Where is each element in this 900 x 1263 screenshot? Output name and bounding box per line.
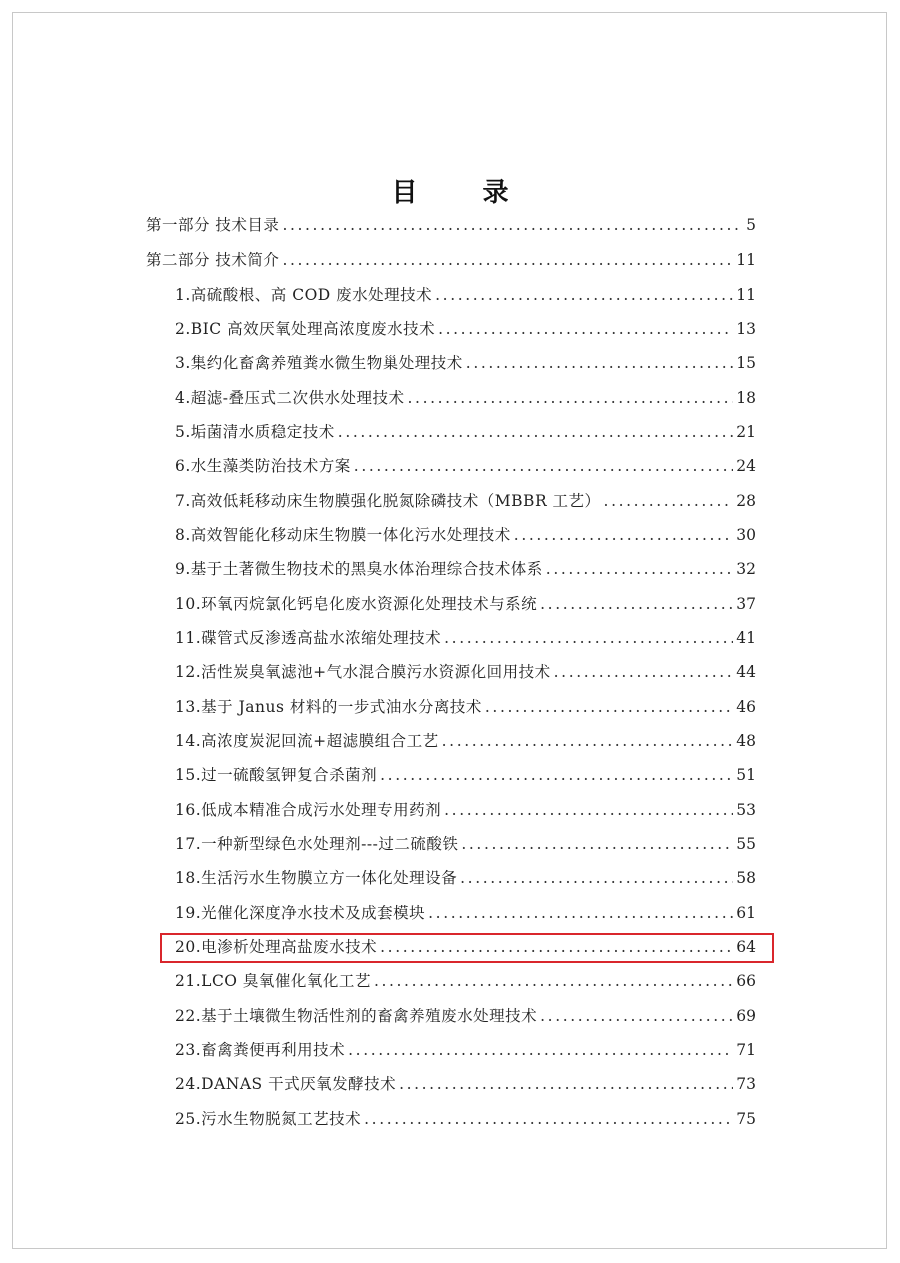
toc-item[interactable] xyxy=(175,833,756,855)
toc-page-number: 24 xyxy=(736,457,756,475)
toc-label: 25.污水生物脱氮工艺技术 xyxy=(175,1110,362,1128)
toc-leader xyxy=(374,970,733,992)
toc-leader xyxy=(466,352,733,374)
toc-label: 18.生活污水生物膜立方一体化处理设备 xyxy=(175,869,458,887)
toc-page-number: 58 xyxy=(736,869,756,887)
toc-label: 7.高效低耗移动床生物膜强化脱氮除磷技术（MBBR 工艺） xyxy=(175,492,601,510)
toc-leader xyxy=(554,661,734,683)
toc-label: 5.垢菌清水质稳定技术 xyxy=(175,423,335,441)
toc-leader xyxy=(514,524,733,546)
toc-item[interactable] xyxy=(175,421,756,443)
toc-leader xyxy=(604,490,734,512)
toc-page-number: 75 xyxy=(736,1110,756,1128)
toc-leader xyxy=(399,1073,733,1095)
toc-leader xyxy=(354,455,733,477)
toc-page-number: 28 xyxy=(736,492,756,510)
toc-page-number: 55 xyxy=(736,835,756,853)
toc-item[interactable] xyxy=(175,387,756,409)
toc-item[interactable] xyxy=(175,490,756,512)
toc-label: 1.高硫酸根、高 COD 废水处理技术 xyxy=(175,286,433,304)
toc-label: 14.高浓度炭泥回流+超滤膜组合工艺 xyxy=(175,732,439,750)
toc-label: 8.高效智能化移动床生物膜一体化污水处理技术 xyxy=(175,526,511,544)
toc-label: 17.一种新型绿色水处理剂---过二硫酸铁 xyxy=(175,835,459,853)
toc-page-number: 13 xyxy=(736,320,756,338)
toc-item[interactable] xyxy=(175,352,756,374)
toc-label: 12.活性炭臭氧滤池+气水混合膜污水资源化回用技术 xyxy=(175,663,551,681)
toc-label: 11.碟管式反渗透高盐水浓缩处理技术 xyxy=(175,629,442,647)
toc-page-number: 53 xyxy=(736,801,756,819)
toc-leader xyxy=(380,764,733,786)
toc-leader xyxy=(540,1005,733,1027)
toc-page-number: 11 xyxy=(736,286,756,304)
toc-page-number: 30 xyxy=(736,526,756,544)
toc-label: 16.低成本精准合成污水处理专用药剂 xyxy=(175,801,442,819)
toc-page-number: 64 xyxy=(736,938,756,956)
toc-item[interactable] xyxy=(175,696,756,718)
toc-leader xyxy=(442,730,734,752)
toc-page-number: 15 xyxy=(736,354,756,372)
toc-item[interactable] xyxy=(175,764,756,786)
toc-item[interactable] xyxy=(175,284,756,306)
toc-page-number: 46 xyxy=(736,698,756,716)
toc-label: 第二部分 技术简介 xyxy=(146,251,280,269)
toc-label: 24.DANAS 干式厌氧发酵技术 xyxy=(175,1075,397,1093)
toc-label: 4.超滤-叠压式二次供水处理技术 xyxy=(175,389,405,407)
toc-leader xyxy=(460,867,733,889)
toc-label: 23.畜禽粪便再利用技术 xyxy=(175,1041,346,1059)
toc-label: 15.过一硫酸氢钾复合杀菌剂 xyxy=(175,766,378,784)
toc-label: 13.基于 Janus 材料的一步式油水分离技术 xyxy=(175,698,482,716)
toc-page-number: 37 xyxy=(736,595,756,613)
highlight-box xyxy=(160,933,774,963)
toc-leader xyxy=(444,799,733,821)
toc-page-number: 41 xyxy=(736,629,756,647)
toc-page-number: 21 xyxy=(736,423,756,441)
toc-leader xyxy=(540,593,733,615)
toc-leader xyxy=(338,421,733,443)
toc-part-1[interactable] xyxy=(146,214,756,236)
toc-label: 第一部分 技术目录 xyxy=(146,216,280,234)
toc-item[interactable] xyxy=(175,1073,756,1095)
toc-leader xyxy=(461,833,733,855)
toc-item[interactable] xyxy=(175,318,756,340)
toc-page-number: 44 xyxy=(736,663,756,681)
toc-label: 19.光催化深度净水技术及成套模块 xyxy=(175,904,426,922)
toc-page-number: 11 xyxy=(736,251,756,269)
toc-item[interactable] xyxy=(175,455,756,477)
toc-page-number: 66 xyxy=(736,972,756,990)
toc-page-number: 51 xyxy=(736,766,756,784)
toc-item[interactable] xyxy=(175,867,756,889)
toc-item[interactable] xyxy=(175,558,756,580)
toc-page-number: 73 xyxy=(736,1075,756,1093)
toc-label: 6.水生藻类防治技术方案 xyxy=(175,457,351,475)
toc-item[interactable] xyxy=(175,730,756,752)
toc-leader xyxy=(428,902,733,924)
toc-item[interactable] xyxy=(175,627,756,649)
toc-page-number: 61 xyxy=(736,904,756,922)
toc-leader xyxy=(435,284,733,306)
toc-item[interactable] xyxy=(175,1108,756,1130)
toc-item[interactable] xyxy=(175,524,756,546)
toc-leader xyxy=(444,627,733,649)
toc-leader xyxy=(282,249,733,271)
toc-item[interactable] xyxy=(175,799,756,821)
toc-leader xyxy=(485,696,733,718)
toc-label: 3.集约化畜禽养殖粪水微生物巢处理技术 xyxy=(175,354,463,372)
page-title: 目 录 xyxy=(391,178,537,208)
toc-item[interactable] xyxy=(175,1005,756,1027)
toc-item[interactable] xyxy=(175,1039,756,1061)
toc-label: 9.基于土著微生物技术的黑臭水体治理综合技术体系 xyxy=(175,560,543,578)
toc-item[interactable] xyxy=(175,970,756,992)
toc-leader xyxy=(282,214,743,236)
toc-page-number: 71 xyxy=(736,1041,756,1059)
toc-item[interactable] xyxy=(175,902,756,924)
toc-label: 10.环氧丙烷氯化钙皂化废水资源化处理技术与系统 xyxy=(175,595,538,613)
toc-page-number: 5 xyxy=(746,216,756,234)
toc-item[interactable] xyxy=(175,661,756,683)
toc-page-number: 18 xyxy=(736,389,756,407)
toc-leader xyxy=(546,558,733,580)
toc-leader xyxy=(438,318,733,340)
toc-leader xyxy=(364,1108,733,1130)
toc-part-2[interactable] xyxy=(146,249,756,271)
toc-label: 21.LCO 臭氧催化氧化工艺 xyxy=(175,972,371,990)
toc-label: 22.基于土壤微生物活性剂的畜禽养殖废水处理技术 xyxy=(175,1007,538,1025)
toc-page-number: 32 xyxy=(736,560,756,578)
toc-page-number: 48 xyxy=(736,732,756,750)
toc-label: 20.电渗析处理高盐废水技术 xyxy=(175,938,378,956)
toc-item[interactable] xyxy=(175,593,756,615)
toc-page-number: 69 xyxy=(736,1007,756,1025)
toc-leader xyxy=(408,387,734,409)
toc-leader xyxy=(348,1039,733,1061)
toc-label: 2.BIC 高效厌氧处理高浓度废水技术 xyxy=(175,320,436,338)
